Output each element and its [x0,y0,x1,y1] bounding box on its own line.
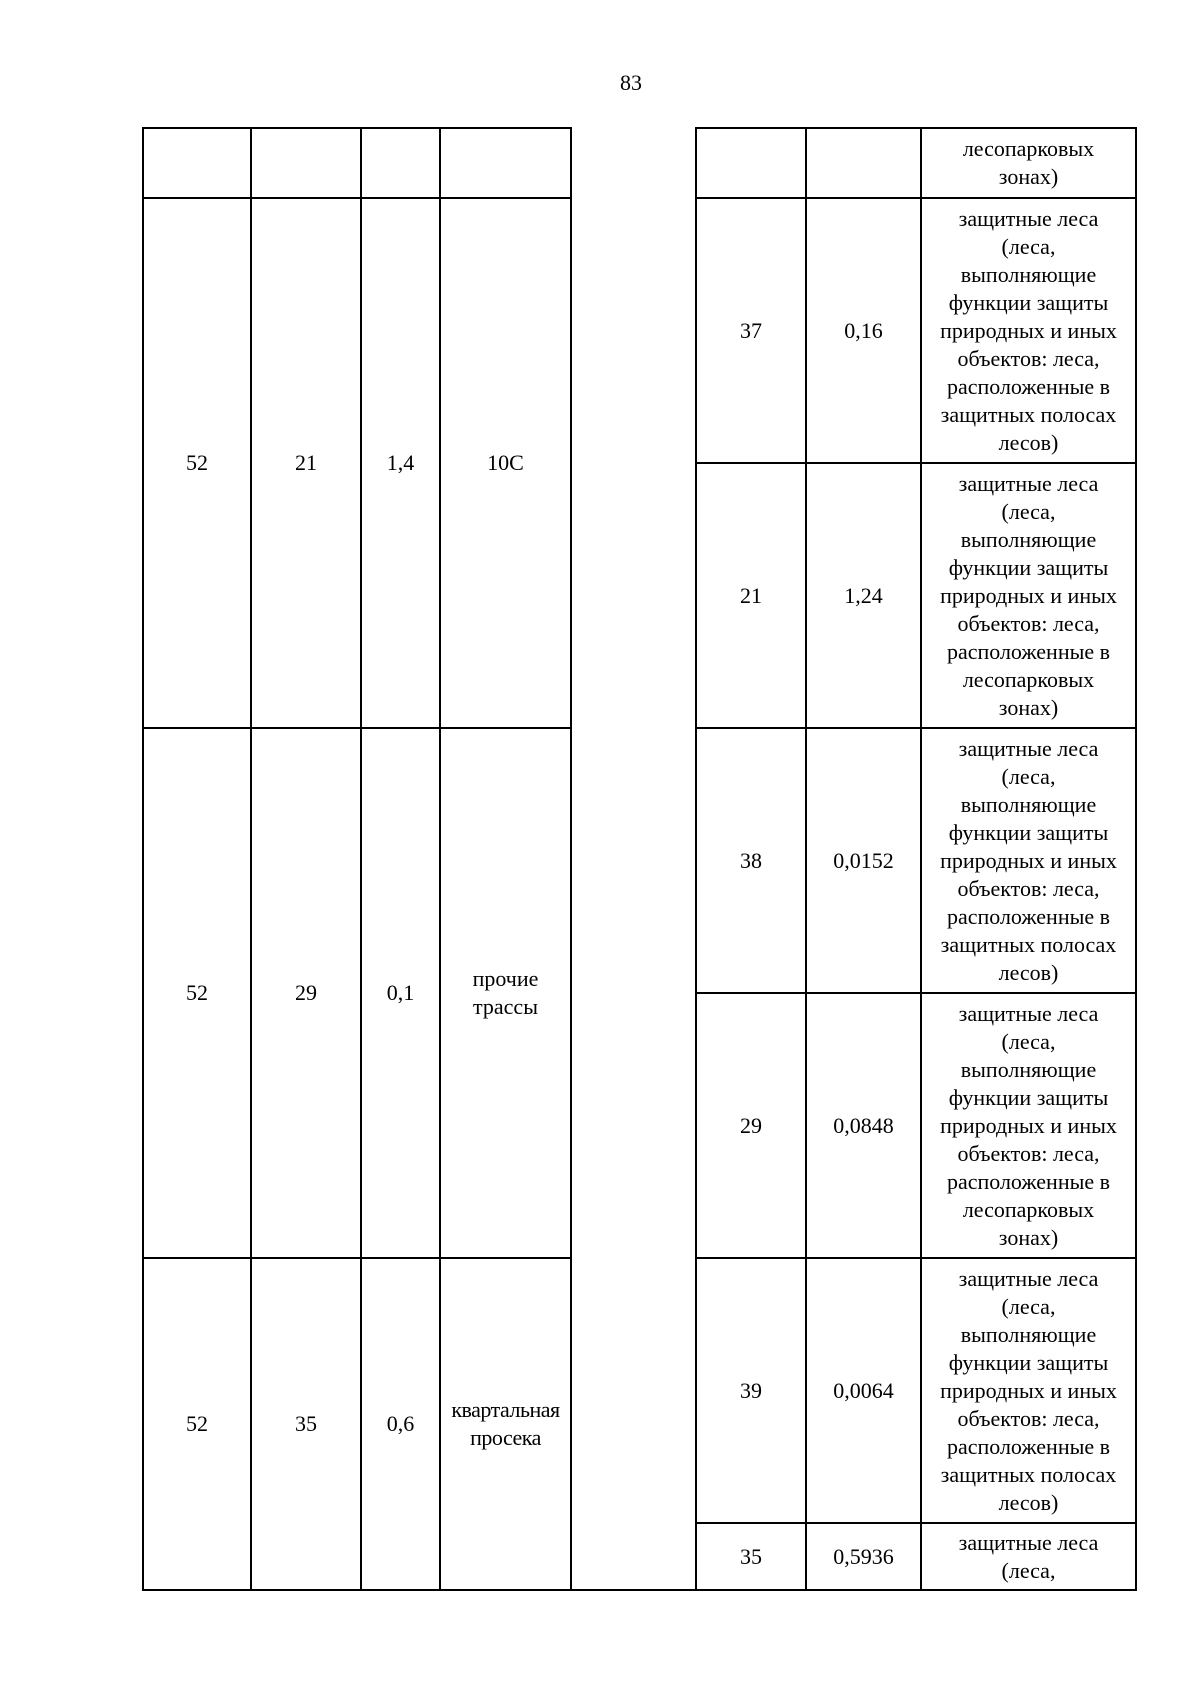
left-cell-quarter: 52 [186,450,208,475]
table-line [142,1589,1137,1591]
right-cell-description: защитные леса (леса, выполняющие функции защиты природных и иных объектов: леса, расположенные в защитных полосах лесов) [940,735,1117,985]
left-cell-quarter: 52 [186,1411,208,1436]
forest-table [142,127,1137,1591]
right-cell-description: защитные леса (леса, [958,1529,1099,1583]
left-cell-type: квартальная просека [451,1397,560,1450]
left-cell-type [441,129,570,197]
right-cell-description: лесопарковых зонах) [962,136,1095,189]
left-cell-type: прочие трассы [472,966,539,1019]
left-cell-type: 10С [487,450,524,475]
table-line [1135,127,1137,1591]
right-cell-area: 1,24 [844,582,883,608]
table-line [570,127,572,1591]
left-cell-plot: 29 [295,980,317,1005]
left-cell-area: 0,1 [386,980,415,1005]
page-number: 83 [620,70,642,95]
right-cell-description: защитные леса (леса, выполняющие функции защиты природных и иных объектов: леса, расположенные в защитных полосах лесов) [940,205,1117,455]
right-cell-area: 0,0848 [833,1112,894,1138]
left-cell-plot: 35 [295,1411,317,1436]
right-cell-area: 0,0064 [833,1377,894,1403]
left-cell-plot: 21 [295,450,317,475]
right-cell-plot: 21 [740,582,762,608]
right-cell-area: 0,16 [844,317,883,343]
right-cell-plot: 39 [740,1377,762,1403]
right-cell-description: защитные леса (леса, выполняющие функции защиты природных и иных объектов: леса, расположенные в лесопарковых зонах) [940,1000,1117,1250]
left-cell-area [362,129,439,197]
right-cell-plot: 38 [740,847,762,873]
right-cell-plot: 35 [740,1543,762,1569]
left-cell-area: 1,4 [386,450,415,475]
left-cell-area: 0,6 [386,1411,415,1436]
left-cell-plot [252,129,360,197]
left-cell-quarter: 52 [186,980,208,1005]
right-cell-area: 0,0152 [833,847,894,873]
right-cell-area: 0,5936 [833,1543,894,1569]
right-cell-description: защитные леса (леса, выполняющие функции защиты природных и иных объектов: леса, расположенные в лесопарковых зонах) [940,470,1117,720]
right-cell-area [807,129,920,197]
right-cell-plot [697,129,805,197]
right-cell-plot: 29 [740,1112,762,1138]
right-cell-plot: 37 [740,317,762,343]
right-cell-description: защитные леса (леса, выполняющие функции защиты природных и иных объектов: леса, расположенные в защитных полосах лесов) [940,1265,1117,1515]
left-cell-quarter [144,129,250,197]
